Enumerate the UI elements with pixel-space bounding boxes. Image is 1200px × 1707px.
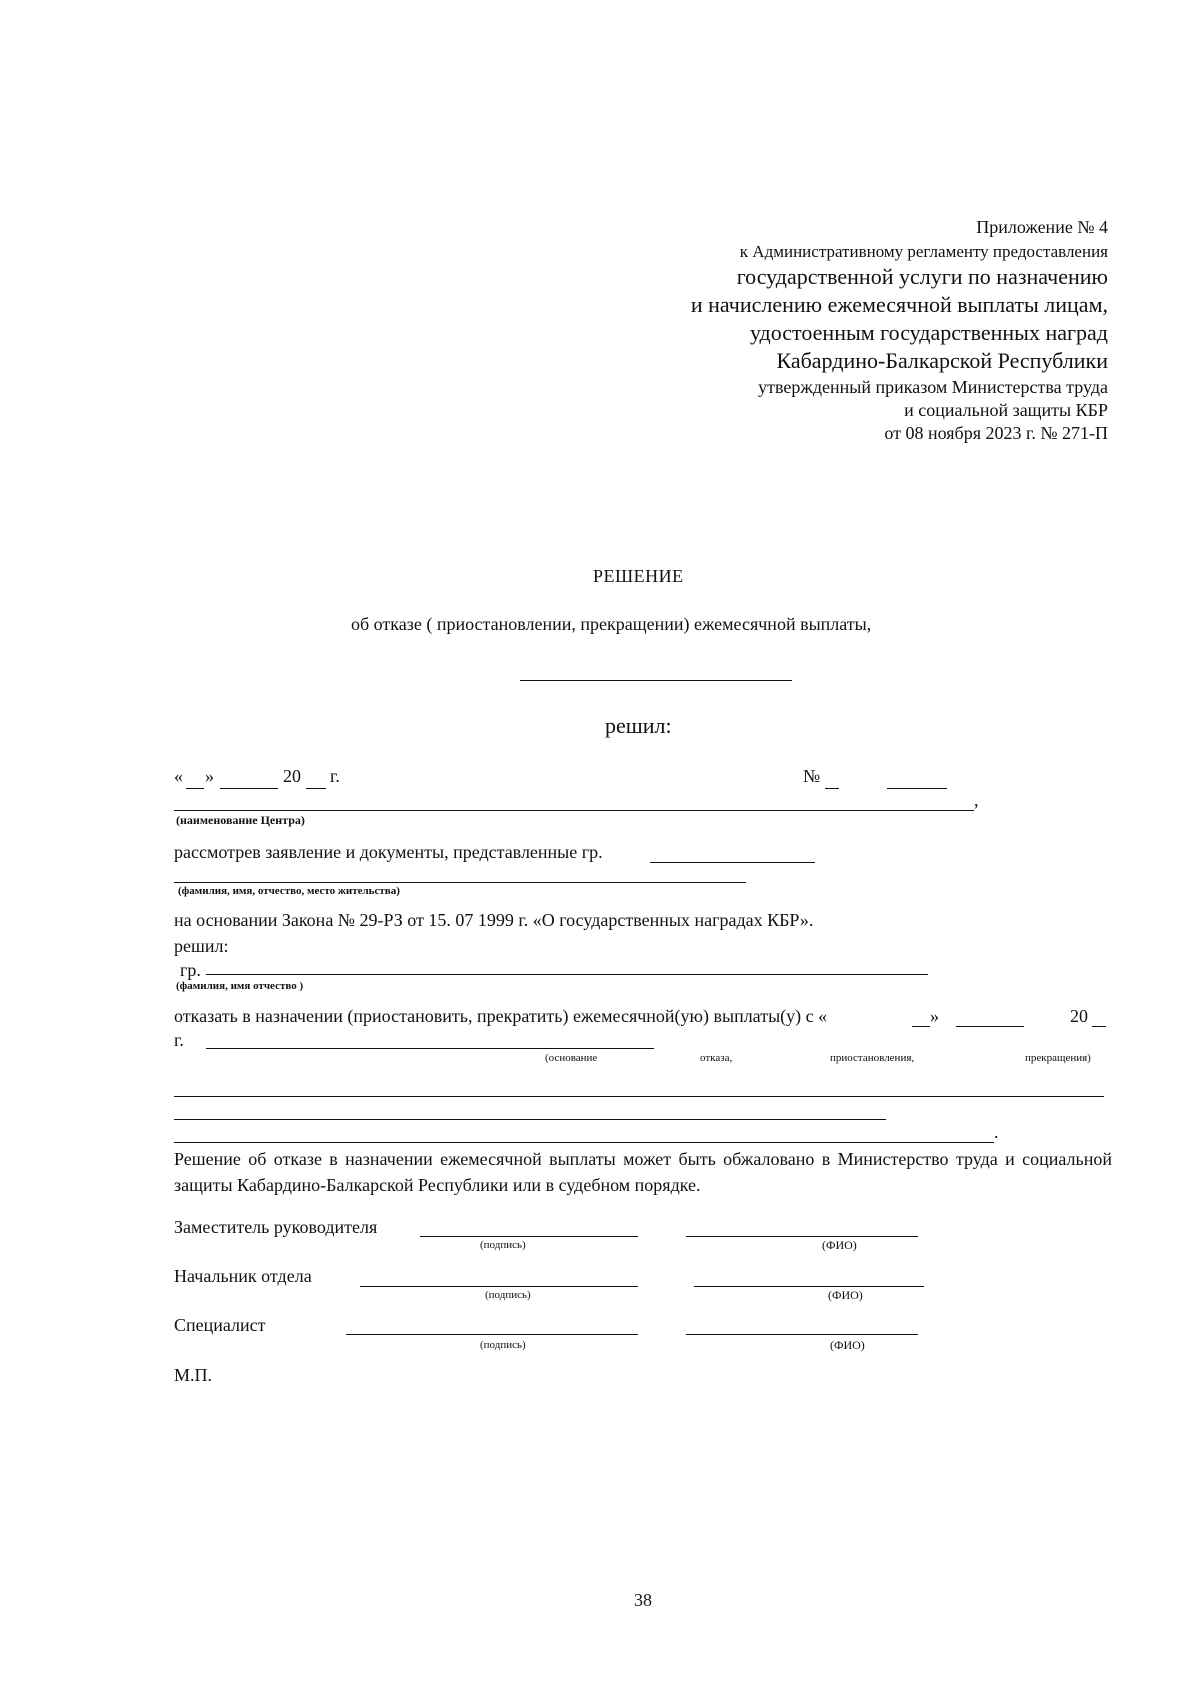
applicant-blank [650, 862, 815, 863]
year-suffix: г. [330, 766, 340, 786]
basis-caption-3: приостановления, [830, 1052, 915, 1064]
fio-caption-deputy: (ФИО) [822, 1238, 857, 1252]
sign-caption-deputy: (подпись) [480, 1239, 526, 1251]
document-subtitle: об отказе ( приостановлении, прекращении) ежемесячной выплаты, [351, 614, 872, 634]
decided-heading: решил: [605, 713, 672, 738]
fio-caption-head: (ФИО) [828, 1288, 863, 1302]
number-label: № [803, 766, 821, 786]
basis-caption-2: отказа, [700, 1052, 733, 1064]
fio-line-deputy [686, 1236, 918, 1237]
number-blank-2 [887, 788, 947, 789]
appeal-text: Решение об отказе в назначении ежемесячной выплаты может быть обжаловано в Министерство труда и социальной защиты Кабардино-Балкарской Республики или в судебном порядке. [174, 1149, 1112, 1195]
basis-caption-4: прекращения) [1025, 1052, 1091, 1064]
fio-line-head [694, 1286, 924, 1287]
year-g-label: г. [174, 1030, 184, 1050]
basis-line [206, 1048, 654, 1049]
center-trailing-comma: , [974, 790, 979, 810]
header-line-9: от 08 ноября 2023 г. № 271-П [884, 423, 1108, 443]
signature-role-head: Начальник отдела [174, 1266, 312, 1286]
signature-line-specialist [346, 1334, 638, 1335]
refuse-text: отказать в назначении (приостановить, прекратить) ежемесячной(ую) выплаты(у) с « [174, 1006, 828, 1026]
header-line-3: государственной услуги по назначению [736, 264, 1108, 289]
decided-label: решил: [174, 936, 229, 956]
refuse-close-quote: » [930, 1006, 939, 1026]
stamp-label: М.П. [174, 1365, 213, 1385]
final-dot: . [994, 1122, 999, 1142]
law-text: на основании Закона № 29-РЗ от 15. 07 1999 г. «О государственных наградах КБР». [174, 910, 814, 930]
center-name-line [174, 810, 974, 811]
month-blank [220, 788, 278, 789]
basis-line-3 [174, 1119, 886, 1120]
year-prefix: 20 [283, 766, 301, 786]
header-line-6: Кабардино-Балкарской Республики [776, 348, 1108, 373]
header-line-4: и начислению ежемесячной выплаты лицам, [690, 292, 1108, 317]
sign-caption-specialist: (подпись) [480, 1339, 526, 1351]
fio-caption: (фамилия, имя отчество ) [176, 980, 304, 992]
refuse-year: 20 [1070, 1006, 1088, 1026]
refuse-day-blank [912, 1026, 930, 1027]
date-close-quote: » [205, 766, 214, 786]
institution-line [520, 680, 792, 681]
fio-address-line [174, 882, 746, 883]
refuse-month-blank [956, 1026, 1024, 1027]
signature-line-deputy [420, 1236, 638, 1237]
header-line-2: к Административному регламенту предоставления [739, 242, 1108, 261]
header-line-8: и социальной защиты КБР [904, 400, 1108, 420]
center-caption: (наименование Центра) [176, 813, 305, 827]
year-blank [306, 788, 326, 789]
document-title: РЕШЕНИЕ [593, 566, 684, 586]
header-line-1: Приложение № 4 [976, 217, 1108, 237]
citizen-fio-line [206, 974, 928, 975]
citizen-label: гр. [180, 960, 201, 980]
basis-line-4 [174, 1142, 994, 1143]
fio-address-caption: (фамилия, имя, отчество, место жительства) [178, 885, 400, 897]
page-number: 38 [634, 1590, 652, 1610]
sign-caption-head: (подпись) [485, 1289, 531, 1301]
fio-line-specialist [686, 1334, 918, 1335]
signature-role-deputy: Заместитель руководителя [174, 1217, 378, 1237]
date-open-quote: « [174, 766, 183, 786]
header-line-7: утвержденный приказом Министерства труда [758, 377, 1108, 397]
day-blank [186, 788, 204, 789]
signature-line-head [360, 1286, 638, 1287]
header-line-5: удостоенным государственных наград [749, 320, 1108, 345]
basis-caption-1: (основание [545, 1052, 598, 1064]
fio-caption-specialist: (ФИО) [830, 1338, 865, 1352]
number-blank-1 [825, 788, 839, 789]
basis-line-2 [174, 1096, 1104, 1097]
refuse-year-blank [1092, 1026, 1106, 1027]
considered-text: рассмотрев заявление и документы, представленные гр. [174, 842, 603, 862]
signature-role-specialist: Специалист [174, 1315, 266, 1335]
